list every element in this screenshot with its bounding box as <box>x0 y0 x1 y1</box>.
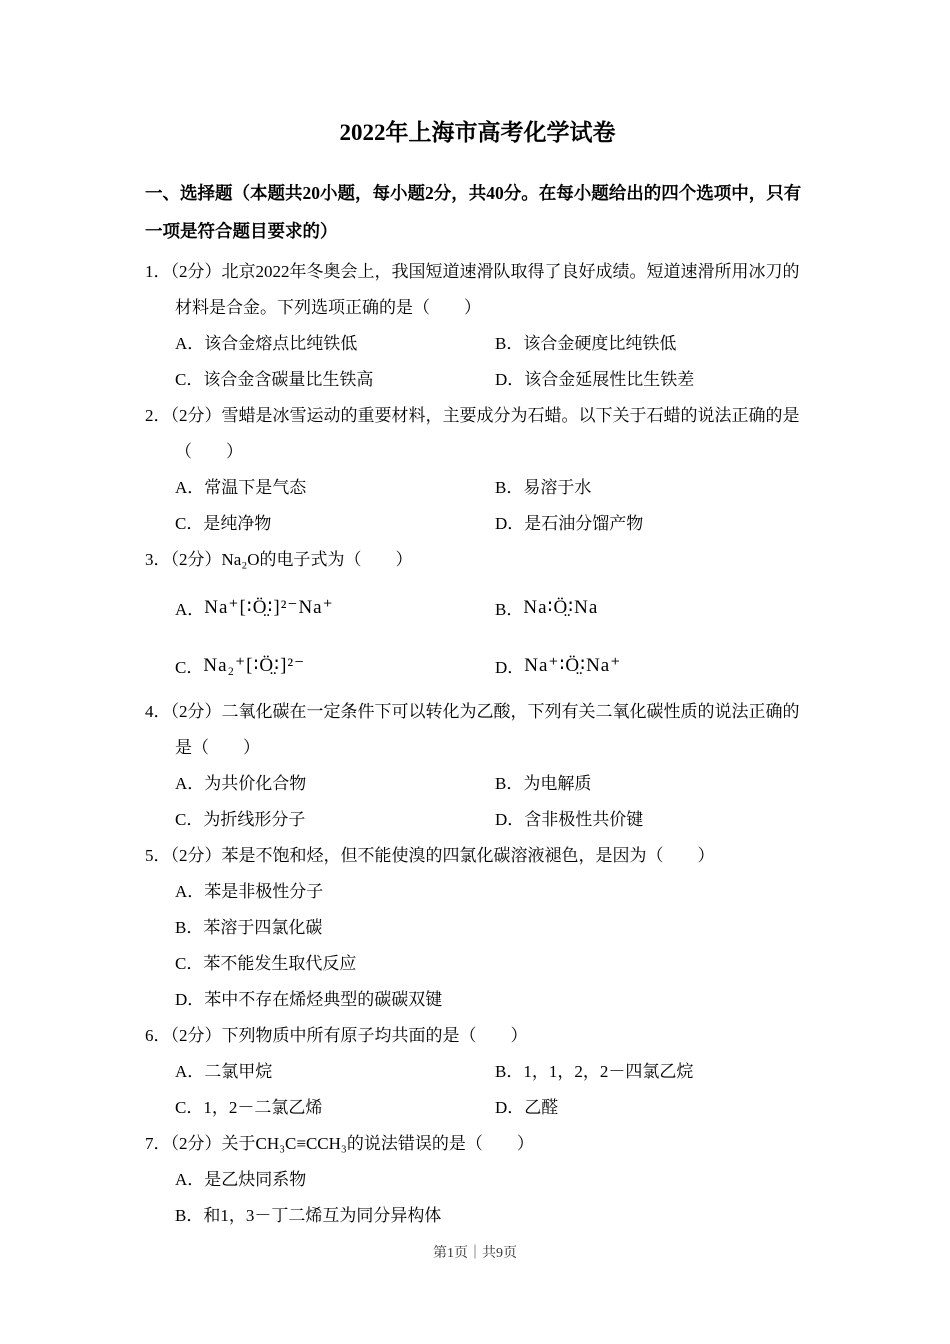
question-number: 1．（2分） <box>145 262 222 281</box>
question-text: 下列物质中所有原子均共面的是（ ） <box>221 1026 528 1045</box>
option-text: 苯不能发生取代反应 <box>203 954 357 973</box>
option-label: D． <box>495 370 525 389</box>
option-text: 苯中不存在烯烃典型的碳碳双键 <box>204 990 443 1009</box>
option-label: D． <box>495 657 525 677</box>
question-6 <box>145 1018 810 1126</box>
option-text: 和1，3－丁二烯互为同分异构体 <box>203 1206 442 1225</box>
option-label: D． <box>495 1098 525 1117</box>
option-B <box>495 766 810 802</box>
option-formula: Na∶Ö̤∶Na <box>523 596 599 618</box>
option-text: 为电解质 <box>523 774 592 793</box>
option-D <box>495 636 810 694</box>
option-C <box>175 946 810 982</box>
option-text: 是石油分馏产物 <box>524 514 644 533</box>
option-A <box>175 578 495 636</box>
option-label: B． <box>495 478 524 497</box>
option-label: A． <box>175 478 205 497</box>
question-stem <box>145 254 810 326</box>
option-label: C． <box>175 954 204 973</box>
options <box>175 1054 810 1126</box>
option-label: B． <box>175 1206 204 1225</box>
question-stem <box>145 1126 810 1162</box>
option-text: 二氯甲烷 <box>204 1062 273 1081</box>
questions-list <box>145 254 810 1234</box>
option-C <box>175 636 495 694</box>
option-A <box>175 1054 495 1090</box>
question-text: 苯是不饱和烃，但不能使溴的四氯化碳溶液褪色，是因为（ ） <box>221 846 715 865</box>
option-text: 该合金硬度比纯铁低 <box>523 334 677 353</box>
option-D <box>495 802 810 838</box>
option-D <box>495 1090 810 1126</box>
question-stem <box>145 1018 810 1054</box>
option-text: 该合金熔点比纯铁低 <box>204 334 358 353</box>
option-D <box>495 362 810 398</box>
option-label: D． <box>495 810 525 829</box>
option-label: A． <box>175 334 205 353</box>
option-label: B． <box>175 918 204 937</box>
question-stem <box>145 542 810 578</box>
option-text: 是纯净物 <box>203 514 272 533</box>
option-C <box>175 362 495 398</box>
option-label: D． <box>495 514 525 533</box>
option-text: 是乙炔同系物 <box>204 1170 307 1189</box>
question-stem <box>145 838 810 874</box>
option-A <box>175 470 495 506</box>
option-text: 1，2－二氯乙烯 <box>203 1098 323 1117</box>
question-2 <box>145 398 810 542</box>
question-stem <box>145 694 810 766</box>
options <box>175 766 810 838</box>
page-footer: 第1页｜共9页 <box>433 1246 517 1261</box>
option-label: C． <box>175 810 204 829</box>
question-text: 关于CH₃C≡CCH₃的说法错误的是（ ） <box>221 1134 534 1153</box>
question-number: 5．（2分） <box>145 846 222 865</box>
question-number: 6．（2分） <box>145 1026 222 1045</box>
question-7 <box>145 1126 810 1234</box>
option-A <box>175 766 495 802</box>
option-B <box>495 1054 810 1090</box>
option-label: C． <box>175 1098 204 1117</box>
question-stem <box>145 398 810 470</box>
option-text: 易溶于水 <box>523 478 592 497</box>
question-number: 7．（2分） <box>145 1134 222 1153</box>
options <box>175 874 810 1018</box>
option-A <box>175 326 495 362</box>
options <box>175 578 810 694</box>
question-5 <box>145 838 810 1018</box>
page-title: 2022年上海市高考化学试卷 <box>339 120 616 145</box>
question-3 <box>145 542 810 694</box>
option-label: D． <box>175 990 205 1009</box>
question-text: Na₂O的电子式为（ ） <box>221 550 413 569</box>
option-B <box>495 470 810 506</box>
option-formula: Na⁺∶Ö̤∶Na⁺ <box>524 654 622 676</box>
option-B <box>495 326 810 362</box>
option-text: 该合金含碳量比生铁高 <box>203 370 374 389</box>
option-C <box>175 506 495 542</box>
option-B <box>175 910 810 946</box>
question-1 <box>145 254 810 398</box>
option-text: 苯是非极性分子 <box>204 882 324 901</box>
option-text: 乙醛 <box>524 1098 559 1117</box>
option-label: B． <box>495 599 524 619</box>
option-label: B． <box>495 1062 524 1081</box>
option-label: C． <box>175 514 204 533</box>
question-text: 二氧化碳在一定条件下可以转化为乙酸，下列有关二氧化碳性质的说法正确的是（ ） <box>175 702 800 757</box>
option-C <box>175 802 495 838</box>
question-number: 4．（2分） <box>145 702 222 721</box>
question-number: 2．（2分） <box>145 406 222 425</box>
options <box>175 1162 810 1234</box>
option-formula: Na₂⁺[∶Ö̤∶]²⁻ <box>203 654 306 676</box>
question-4 <box>145 694 810 838</box>
option-text: 苯溶于四氯化碳 <box>203 918 323 937</box>
option-text: 为折线形分子 <box>203 810 306 829</box>
option-label: B． <box>495 774 524 793</box>
question-number: 3．（2分） <box>145 550 222 569</box>
option-text: 该合金延展性比生铁差 <box>524 370 695 389</box>
option-label: A． <box>175 1062 205 1081</box>
option-text: 1，1，2，2－四氯乙烷 <box>523 1062 694 1081</box>
option-D <box>175 982 810 1018</box>
option-label: A． <box>175 599 205 619</box>
option-C <box>175 1090 495 1126</box>
option-text: 含非极性共价键 <box>524 810 644 829</box>
options <box>175 470 810 542</box>
option-D <box>495 506 810 542</box>
option-text: 为共价化合物 <box>204 774 307 793</box>
option-label: A． <box>175 774 205 793</box>
option-A <box>175 1162 810 1198</box>
option-label: A． <box>175 882 205 901</box>
option-B <box>495 578 810 636</box>
option-B <box>175 1198 810 1234</box>
question-text: 北京2022年冬奥会上，我国短道速滑队取得了良好成绩。短道速滑所用冰刀的材料是合金。下列选项正确的是（ ） <box>175 262 800 317</box>
question-text: 雪蜡是冰雪运动的重要材料，主要成分为石蜡。以下关于石蜡的说法正确的是（ ） <box>175 406 800 461</box>
section-header: 一、选择题（本题共20小题，每小题2分，共40分。在每小题给出的四个选项中，只有一项是符合题目要求的） <box>145 183 802 241</box>
option-A <box>175 874 810 910</box>
option-label: C． <box>175 370 204 389</box>
option-text: 常温下是气态 <box>204 478 307 497</box>
option-label: A． <box>175 1170 205 1189</box>
option-label: B． <box>495 334 524 353</box>
options <box>175 326 810 398</box>
option-label: C． <box>175 657 204 677</box>
option-formula: Na⁺[∶Ö̤∶]²⁻Na⁺ <box>204 596 334 618</box>
